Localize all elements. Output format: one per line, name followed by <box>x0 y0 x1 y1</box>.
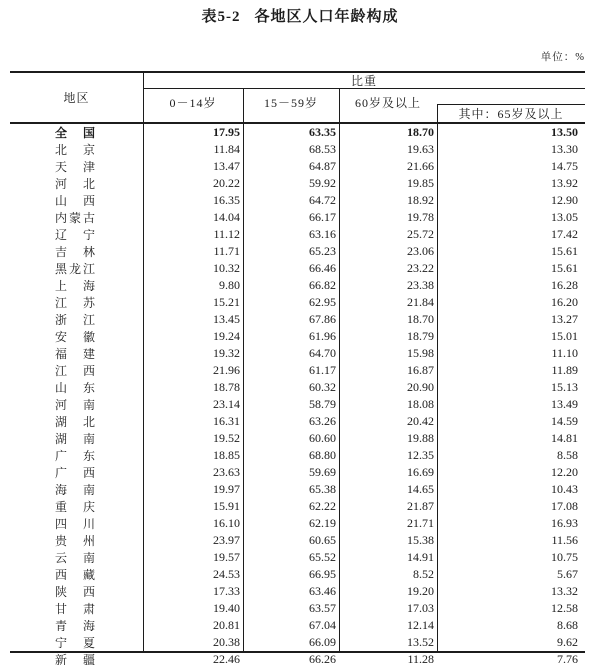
region-name: 浙江 <box>55 313 95 327</box>
value-cell: 21.84 <box>407 295 434 309</box>
value-cell: 16.31 <box>213 414 240 428</box>
region-name: 河南 <box>55 398 95 412</box>
value-cell: 18.92 <box>407 193 434 207</box>
table-rows <box>10 124 585 665</box>
value-cell: 16.20 <box>551 295 578 309</box>
table-title-text: 各地区人口年龄构成 <box>254 9 399 25</box>
value-cell: 13.49 <box>551 397 578 411</box>
value-cell: 19.24 <box>213 329 240 343</box>
table-row <box>10 226 585 243</box>
value-cell: 18.08 <box>407 397 434 411</box>
value-cell: 15.21 <box>213 295 240 309</box>
region-cell <box>10 141 143 158</box>
value-cell: 14.59 <box>551 414 578 428</box>
region-cell <box>10 600 143 617</box>
value-cell: 21.71 <box>407 516 434 530</box>
table-row <box>10 192 585 209</box>
region-name: 江苏 <box>55 296 95 310</box>
value-cell: 12.58 <box>551 601 578 615</box>
region-cell <box>10 124 143 141</box>
value-cell: 12.35 <box>407 448 434 462</box>
region-name: 贵州 <box>55 534 95 548</box>
value-cell: 66.09 <box>309 635 336 649</box>
value-cell: 15.01 <box>551 329 578 343</box>
value-cell: 18.78 <box>213 380 240 394</box>
value-cell: 11.10 <box>551 346 578 360</box>
table-row <box>10 294 585 311</box>
region-cell <box>10 481 143 498</box>
region-name: 山东 <box>55 381 95 395</box>
value-cell: 21.87 <box>407 499 434 513</box>
region-cell <box>10 413 143 430</box>
value-cell: 20.22 <box>213 176 240 190</box>
value-cell: 18.85 <box>213 448 240 462</box>
table-row <box>10 175 585 192</box>
table-row <box>10 396 585 413</box>
value-cell: 59.92 <box>309 176 336 190</box>
table-row <box>10 549 585 566</box>
value-cell: 19.85 <box>407 176 434 190</box>
region-name: 天津 <box>55 160 95 174</box>
region-name: 福建 <box>55 347 95 361</box>
value-cell: 12.14 <box>407 618 434 632</box>
region-name: 北京 <box>55 143 95 157</box>
table-row <box>10 566 585 583</box>
value-cell: 19.40 <box>213 601 240 615</box>
region-cell <box>10 175 143 192</box>
header-region: 地区 <box>63 91 90 105</box>
value-cell: 23.38 <box>407 278 434 292</box>
region-cell <box>10 498 143 515</box>
value-cell: 22.46 <box>213 652 240 665</box>
value-cell: 58.79 <box>309 397 336 411</box>
value-cell: 62.19 <box>309 516 336 530</box>
value-cell: 67.04 <box>309 618 336 632</box>
value-cell: 63.35 <box>309 125 336 139</box>
value-cell: 14.75 <box>551 159 578 173</box>
value-cell: 17.33 <box>213 584 240 598</box>
table-row <box>10 600 585 617</box>
value-cell: 12.90 <box>551 193 578 207</box>
value-cell: 66.82 <box>309 278 336 292</box>
header-age-65-plus: 其中：65岁及以上 <box>458 107 564 121</box>
value-cell: 17.95 <box>213 125 240 139</box>
table-row <box>10 651 585 665</box>
value-cell: 5.67 <box>557 567 578 581</box>
value-cell: 11.56 <box>551 533 578 547</box>
value-cell: 25.72 <box>407 227 434 241</box>
region-name: 吉林 <box>55 245 95 259</box>
value-cell: 13.92 <box>551 176 578 190</box>
region-name: 重庆 <box>55 500 95 514</box>
table-row <box>10 515 585 532</box>
value-cell: 66.95 <box>309 567 336 581</box>
value-cell: 13.32 <box>551 584 578 598</box>
value-cell: 16.35 <box>213 193 240 207</box>
region-name: 湖南 <box>55 432 95 446</box>
value-cell: 23.22 <box>407 261 434 275</box>
value-cell: 19.63 <box>407 142 434 156</box>
value-cell: 19.78 <box>407 210 434 224</box>
header-age-60-plus: 60岁及以上 <box>354 95 421 110</box>
region-cell <box>10 209 143 226</box>
value-cell: 21.66 <box>407 159 434 173</box>
region-cell <box>10 328 143 345</box>
value-cell: 8.68 <box>557 618 578 632</box>
value-cell: 14.65 <box>407 482 434 496</box>
value-cell: 16.10 <box>213 516 240 530</box>
value-cell: 65.38 <box>309 482 336 496</box>
region-name: 辽宁 <box>55 228 95 242</box>
region-cell <box>10 430 143 447</box>
region-name: 新疆 <box>55 653 95 665</box>
value-cell: 17.42 <box>551 227 578 241</box>
table-row <box>10 413 585 430</box>
value-cell: 64.87 <box>309 159 336 173</box>
table-row <box>10 464 585 481</box>
region-name: 全国 <box>55 126 95 140</box>
table-row <box>10 260 585 277</box>
region-cell <box>10 617 143 634</box>
value-cell: 15.98 <box>407 346 434 360</box>
region-cell <box>10 345 143 362</box>
value-cell: 67.86 <box>309 312 336 326</box>
value-cell: 15.61 <box>551 261 578 275</box>
table-row <box>10 498 585 515</box>
value-cell: 63.26 <box>309 414 336 428</box>
value-cell: 17.03 <box>407 601 434 615</box>
value-cell: 9.62 <box>557 635 578 649</box>
value-cell: 19.52 <box>213 431 240 445</box>
value-cell: 10.32 <box>213 261 240 275</box>
region-cell <box>10 464 143 481</box>
table-row <box>10 209 585 226</box>
table-row <box>10 481 585 498</box>
region-cell <box>10 566 143 583</box>
value-cell: 13.52 <box>407 635 434 649</box>
region-name: 湖北 <box>55 415 95 429</box>
table-row <box>10 447 585 464</box>
table-row <box>10 532 585 549</box>
table-row <box>10 328 585 345</box>
value-cell: 13.05 <box>551 210 578 224</box>
value-cell: 11.89 <box>551 363 578 377</box>
value-cell: 18.79 <box>407 329 434 343</box>
value-cell: 11.12 <box>213 227 240 241</box>
value-cell: 8.52 <box>413 567 434 581</box>
region-name: 广西 <box>55 466 95 480</box>
value-cell: 13.30 <box>551 142 578 156</box>
value-cell: 66.46 <box>309 261 336 275</box>
value-cell: 20.42 <box>407 414 434 428</box>
table-row <box>10 634 585 651</box>
region-cell <box>10 447 143 464</box>
region-name: 西藏 <box>55 568 95 582</box>
region-cell <box>10 651 143 665</box>
table-row <box>10 158 585 175</box>
value-cell: 13.47 <box>213 159 240 173</box>
value-cell: 65.23 <box>309 244 336 258</box>
table-row <box>10 345 585 362</box>
header-group-proportion: 比重 <box>350 74 377 88</box>
value-cell: 64.72 <box>309 193 336 207</box>
header-age-0-14: 0－14岁 <box>169 95 217 110</box>
value-cell: 15.13 <box>551 380 578 394</box>
table-row <box>10 243 585 260</box>
region-name: 江西 <box>55 364 95 378</box>
region-name: 内蒙古 <box>55 211 95 225</box>
region-cell <box>10 549 143 566</box>
region-cell <box>10 532 143 549</box>
value-cell: 23.14 <box>213 397 240 411</box>
value-cell: 60.60 <box>309 431 336 445</box>
value-cell: 11.84 <box>213 142 240 156</box>
table-row <box>10 362 585 379</box>
value-cell: 19.88 <box>407 431 434 445</box>
value-cell: 21.96 <box>213 363 240 377</box>
value-cell: 20.81 <box>213 618 240 632</box>
value-cell: 66.17 <box>309 210 336 224</box>
value-cell: 23.63 <box>213 465 240 479</box>
value-cell: 17.08 <box>551 499 578 513</box>
value-cell: 19.97 <box>213 482 240 496</box>
value-cell: 63.16 <box>309 227 336 241</box>
value-cell: 20.38 <box>213 635 240 649</box>
table-row <box>10 583 585 600</box>
region-cell <box>10 515 143 532</box>
value-cell: 65.52 <box>309 550 336 564</box>
region-cell <box>10 294 143 311</box>
value-cell: 8.58 <box>557 448 578 462</box>
value-cell: 61.96 <box>309 329 336 343</box>
value-cell: 11.71 <box>213 244 240 258</box>
region-cell <box>10 260 143 277</box>
value-cell: 7.76 <box>557 652 578 665</box>
value-cell: 61.17 <box>309 363 336 377</box>
region-cell <box>10 311 143 328</box>
value-cell: 23.06 <box>407 244 434 258</box>
value-cell: 68.80 <box>309 448 336 462</box>
region-cell <box>10 277 143 294</box>
value-cell: 14.91 <box>407 550 434 564</box>
value-cell: 63.57 <box>309 601 336 615</box>
value-cell: 12.20 <box>551 465 578 479</box>
value-cell: 62.95 <box>309 295 336 309</box>
region-name: 河北 <box>55 177 95 191</box>
value-cell: 15.91 <box>213 499 240 513</box>
value-cell: 60.65 <box>309 533 336 547</box>
value-cell: 24.53 <box>213 567 240 581</box>
table-row <box>10 617 585 634</box>
value-cell: 16.87 <box>407 363 434 377</box>
region-name: 广东 <box>55 449 95 463</box>
region-cell <box>10 243 143 260</box>
value-cell: 66.26 <box>309 652 336 665</box>
region-name: 上海 <box>55 279 95 293</box>
table-row <box>10 124 585 141</box>
region-name: 黑龙江 <box>55 262 95 276</box>
region-cell <box>10 362 143 379</box>
value-cell: 18.70 <box>407 312 434 326</box>
table-row <box>10 277 585 294</box>
region-name: 四川 <box>55 517 95 531</box>
table-number: 表5-2 <box>201 9 241 25</box>
value-cell: 19.32 <box>213 346 240 360</box>
region-cell <box>10 192 143 209</box>
value-cell: 13.27 <box>551 312 578 326</box>
region-cell <box>10 379 143 396</box>
region-name: 青海 <box>55 619 95 633</box>
value-cell: 11.28 <box>407 652 434 665</box>
region-name: 甘肃 <box>55 602 95 616</box>
value-cell: 15.61 <box>551 244 578 258</box>
value-cell: 10.43 <box>551 482 578 496</box>
region-cell <box>10 226 143 243</box>
value-cell: 20.90 <box>407 380 434 394</box>
region-cell <box>10 158 143 175</box>
value-cell: 23.97 <box>213 533 240 547</box>
table-row <box>10 379 585 396</box>
value-cell: 18.70 <box>407 125 434 139</box>
value-cell: 63.46 <box>309 584 336 598</box>
unit-label: 单位：% <box>540 52 585 63</box>
header-age-15-59: 15－59岁 <box>263 95 318 110</box>
value-cell: 59.69 <box>309 465 336 479</box>
region-name: 海南 <box>55 483 95 497</box>
value-cell: 9.80 <box>219 278 240 292</box>
table-row <box>10 141 585 158</box>
region-name: 陕西 <box>55 585 95 599</box>
value-cell: 60.32 <box>309 380 336 394</box>
region-name: 安徽 <box>55 330 95 344</box>
value-cell: 16.28 <box>551 278 578 292</box>
region-cell <box>10 634 143 651</box>
value-cell: 62.22 <box>309 499 336 513</box>
region-cell <box>10 583 143 600</box>
value-cell: 68.53 <box>309 142 336 156</box>
table-row <box>10 311 585 328</box>
region-cell <box>10 396 143 413</box>
value-cell: 10.75 <box>551 550 578 564</box>
value-cell: 19.57 <box>213 550 240 564</box>
value-cell: 16.93 <box>551 516 578 530</box>
value-cell: 15.38 <box>407 533 434 547</box>
table-row <box>10 430 585 447</box>
region-name: 山西 <box>55 194 95 208</box>
value-cell: 16.69 <box>407 465 434 479</box>
value-cell: 14.81 <box>551 431 578 445</box>
page-title <box>0 5 600 26</box>
value-cell: 13.45 <box>213 312 240 326</box>
value-cell: 19.20 <box>407 584 434 598</box>
value-cell: 64.70 <box>309 346 336 360</box>
region-name: 云南 <box>55 551 95 565</box>
statistics-table <box>10 71 585 665</box>
value-cell: 14.04 <box>213 210 240 224</box>
region-name: 宁夏 <box>55 636 95 650</box>
value-cell: 13.50 <box>551 125 578 139</box>
